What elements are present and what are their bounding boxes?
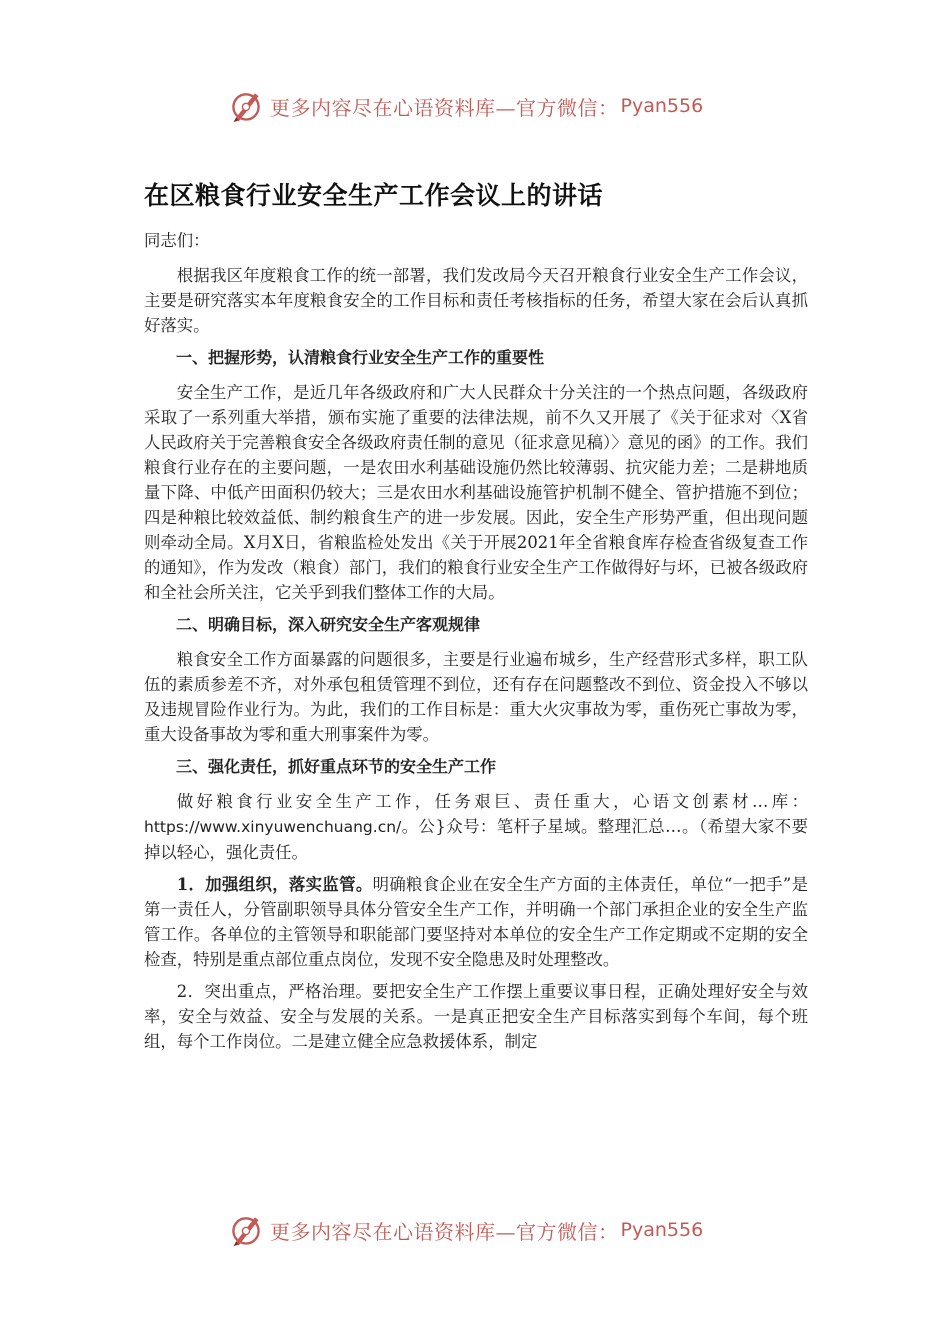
banner-text: 更多内容尽在心语资料库—官方微信： [270,1219,619,1244]
item1-body: 明确粮食企业在安全生产方面的主体责任，单位“一把手”是第一责任人，分管副职领导具体分管安全生产工作，并明确一个部门承担企业的安全生产监管工作。各单位的主管领导和职能部门要坚持对本单位的安全生产工作定期或不定期的安全检查，特别是重点部位重点岗位，发现不安全隐患及时处理整改。 [144,875,808,969]
pen-logo-icon [228,88,264,124]
section3-text-post: 。公}众号：笔杆子星域。整理汇总…。（希望大家不要掉以轻心，强化责任。 [144,817,808,862]
section2-paragraph: 粮食安全工作方面暴露的问题很多，主要是行业遍布城乡，生产经营形式多样，职工队伍的素质参差不齐，对外承包租赁管理不到位，还有存在问题整改不到位、资金投入不够以及违规冒险作业行为。为此，我们的工作目标是：重大火灾事故为零，重伤死亡事故为零，重大设备事故为零和重大刑事案件为零。 [144,650,808,744]
section2-heading: 二、明确目标，深入研究安全生产客观规律 [176,615,481,634]
banner-wechat-id: Pyan556 [620,95,704,117]
banner-wechat-id: Pyan556 [620,1219,704,1241]
website-link[interactable]: https://www.xinyuwenchuang.cn/ [144,818,402,836]
document-body [144,228,808,1061]
item2-paragraph: 2．突出重点，严格治理。要把安全生产工作摆上重要议事日程，正确处理好安全与效率，安全与效益、安全与发展的关系。一是真正把安全生产目标落实到每个车间，每个班组，每个工作岗位。二是建立健全应急救援体系，制定 [144,982,808,1051]
banner-text: 更多内容尽在心语资料库—官方微信： [270,95,619,120]
document-title: 在区粮食行业安全生产工作会议上的讲话 [144,181,604,210]
greeting: 同志们： [144,231,210,250]
pen-logo-icon [228,1212,264,1248]
footer-banner [228,1210,703,1250]
section3-paragraph [144,789,808,865]
item1-title: 1．加强组织，落实监管。 [176,875,373,894]
header-banner [228,86,703,126]
section3-heading: 三、强化责任，抓好重点环节的安全生产工作 [176,757,497,776]
section1-paragraph: 安全生产工作，是近几年各级政府和广大人民群众十分关注的一个热点问题，各级政府采取了一系列重大举措，颁布实施了重要的法律法规，前不久又开展了《关于征求对〈X省人民政府关于完善粮食安全各级政府责任制的意见（征求意见稿）〉意见的函》的工作。我们粮食行业存在的主要问题，一是农田水利基础设施仍然比较薄弱、抗灾能力差；二是耕地质量下降、中低产田面积仍较大；三是农田水利基础设施管护机制不健全、管护措施不到位；四是种粮比较效益低、制约粮食生产的进一步发展。因此，安全生产形势严重，但出现问题则牵动全局。X月X日，省粮监检处发出《关于开展2021年全省粮食库存检查省级复查工作的通知》，作为发改（粮食）部门，我们的粮食行业安全生产工作做得好与坏，已被各级政府和全社会所关注，它关乎到我们整体工作的大局。 [144,383,808,602]
intro-paragraph: 根据我区年度粮食工作的统一部署，我们发改局今天召开粮食行业安全生产工作会议，主要是研究落实本年度粮食安全的工作目标和责任考核指标的任务，希望大家在会后认真抓好落实。 [144,266,808,335]
section1-heading: 一、把握形势，认清粮食行业安全生产工作的重要性 [176,348,545,367]
section3-text-pre: 做好粮食行业安全生产工作，任务艰巨、责任重大，心语文创素材…库： [176,792,808,811]
item1-paragraph [144,872,808,972]
